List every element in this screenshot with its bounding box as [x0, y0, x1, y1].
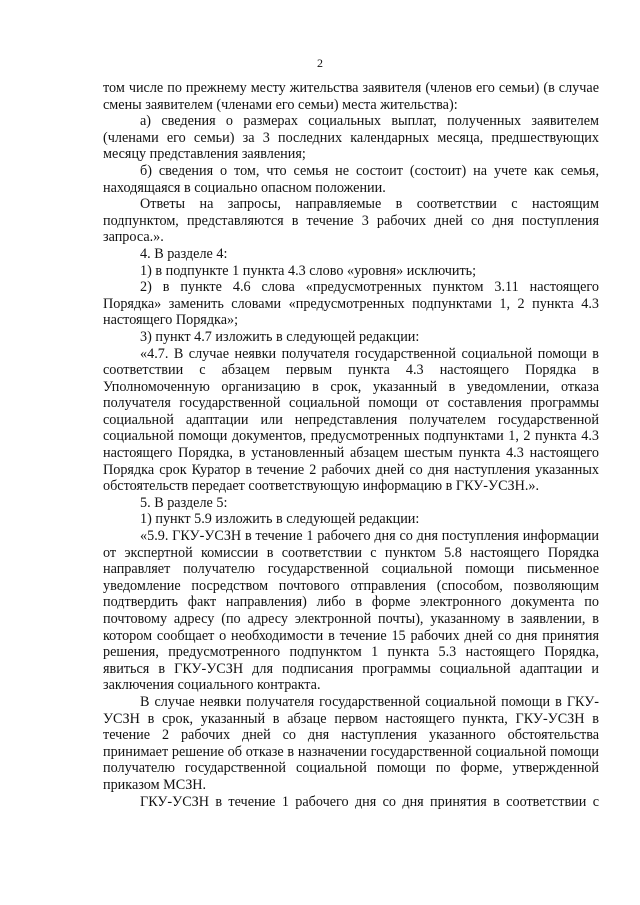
paragraph-section-5-heading: 5. В разделе 5: [140, 494, 228, 511]
page-number: 2 [317, 56, 323, 70]
document-body [103, 80, 599, 810]
paragraph-continuation: том числе по прежнему месту жительства заявителя (членов его семьи) (в случае смены заявителем (членами его семьи) места жительства): [103, 80, 599, 113]
paragraph-item-b: б) сведения о том, что семья не состоит (состоит) на учете как семья, находящаяся в социально опасном положении. [103, 162, 599, 196]
paragraph-non-appearance: В случае неявки получателя государственной социальной помощи в ГКУ-УСЗН в срок, указанный в абзаце первом настоящего пункта, ГКУ-УСЗН в течение 2 рабочих дней со дня наступления указанного обстоятельства принимает решение об отказе в назначении государственной социальной помощи получателю государственной социальной помощи по форме, утвержденной приказом МСЗН. [103, 693, 599, 793]
paragraph-section-5-item-1: 1) пункт 5.9 изложить в следующей редакции: [140, 511, 420, 528]
paragraph-continued: ГКУ-УСЗН в течение 1 рабочего дня со дня принятия в соответствии с [140, 793, 599, 810]
paragraph-clause-4-7: «4.7. В случае неявки получателя государственной социальной помощи в соответствии с абзацем первым пункта 4.3 настоящего Порядка в Уполномоченную организацию в срок, указанный в уведомлении, отказа получателя государственной социальной помощи от составления программы социальной адаптации или непредставления получателем государственной социальной помощи документов, предусмотренных подпунктами 1, 2 пункта 4.3 настоящего Порядка, в установленный абзацем шестым пункта 4.3 настоящего Порядка срок Куратор в течение 2 рабочих дней со дня наступления указанных обстоятельств передает соответствующую информацию в ГКУ-УСЗН.». [103, 345, 599, 495]
paragraph-responses: Ответы на запросы, направляемые в соответствии с настоящим подпунктом, представляются в течение 3 рабочих дней со дня поступления запроса.». [103, 196, 599, 246]
paragraph-section-4-item-2: 2) в пункте 4.6 слова «предусмотренных пунктом 3.11 настоящего Порядка» заменить словами «предусмотренных подпунктами 1, 2 пункта 4.3 настоящего Порядка»; [103, 279, 599, 329]
paragraph-item-a: а) сведения о размерах социальных выплат, полученных заявителем (членами его семьи) за 3 последних календарных месяца, предшествующих месяцу представления заявления; [103, 113, 599, 163]
paragraph-section-4-heading: 4. В разделе 4: [140, 245, 228, 262]
paragraph-section-4-item-3: 3) пункт 4.7 изложить в следующей редакции: [140, 328, 420, 345]
paragraph-clause-5-9: «5.9. ГКУ-УСЗН в течение 1 рабочего дня со дня поступления информации от экспертной комиссии в соответствии с пунктом 5.8 настоящего Порядка направляет получателю государственной социальной помощи письменное уведомление посредством почтового отправления (способом, позволяющим подтвердить факт направления) либо в форме электронного документа по почтовому адресу (по адресу электронной почты), указанному в заявлении, в котором сообщает о необходимости в течение 15 рабочих дней со дня принятия решения, предусмотренного подпунктом 1 пункта 5.3 настоящего Порядка, явиться в ГКУ-УСЗН для подписания программы социальной адаптации и заключения социального контракта. [103, 528, 599, 694]
paragraph-section-4-item-1: 1) в подпункте 1 пункта 4.3 слово «уровня» исключить; [140, 262, 477, 279]
